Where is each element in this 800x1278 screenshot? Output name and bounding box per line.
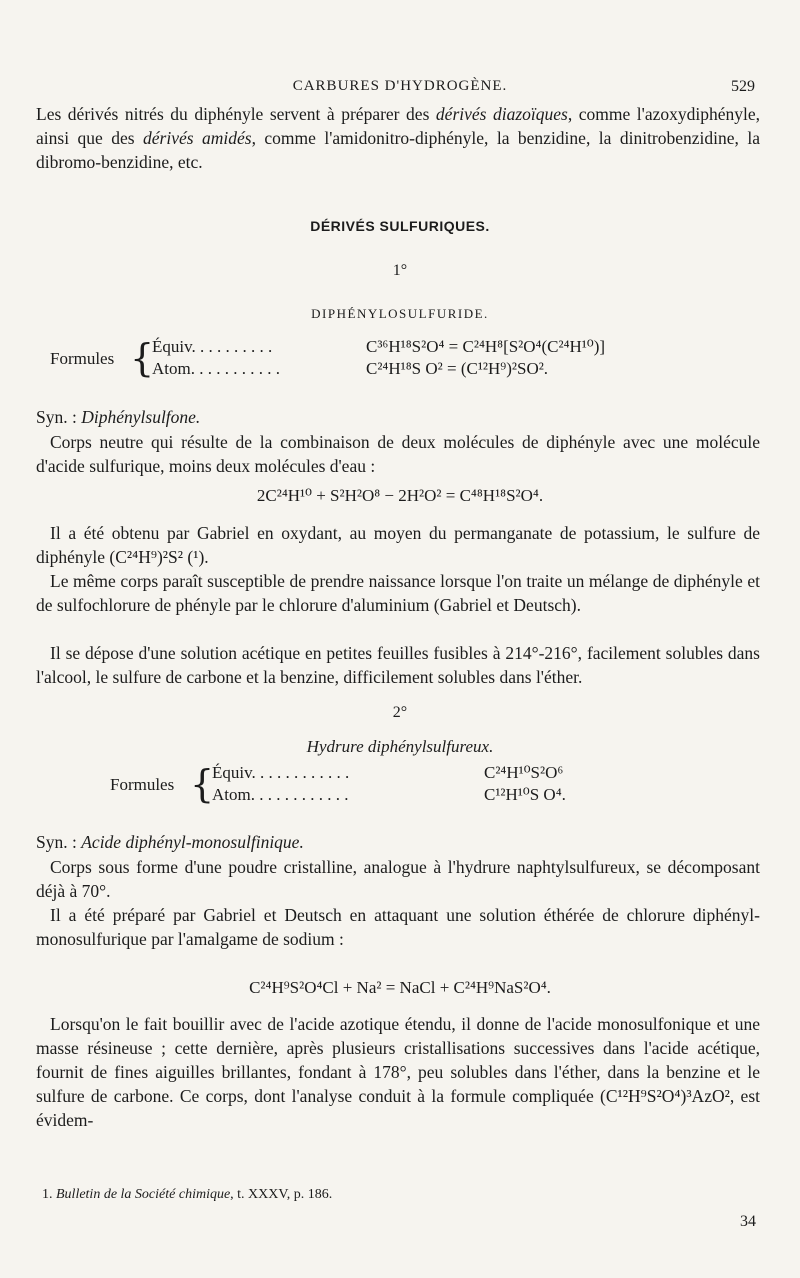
paragraph xyxy=(36,1012,760,1132)
intro-text: , comme l'azoxydiphényle, ainsi que des xyxy=(36,104,760,148)
paragraph-text: Il a été obtenu par Gabriel en oxydant, au moyen du permanganate de potassium, le sulfure de diphényle (C²⁴H⁹)²S² (¹). xyxy=(36,523,760,567)
paragraph-text: Il a été préparé par Gabriel et Deutsch en attaquant une solution éthérée de chlorure diphényl-monosulfurique par l'amalgame de sodium : xyxy=(36,905,760,949)
syn-name: Acide diphényl-monosulfinique. xyxy=(81,832,304,852)
compound-title: DIPHÉNYLOSULFURIDE. xyxy=(311,306,489,321)
section-number: 1° xyxy=(392,262,408,279)
footnote xyxy=(42,1187,332,1203)
paragraph-text: Corps neutre qui résulte de la combinaison de deux molécules de diphényle avec une molécule d'acide sulfurique, moins deux molécules d'eau : xyxy=(36,432,760,476)
paragraph-text: Corps sous forme d'une poudre cristalline, analogue à l'hydrure naphtylsulfureux, se décomposant déjà à 70°. xyxy=(36,857,760,901)
intro-text: , comme l'amidonitro-diphényle, la benzidine, la dinitrobenzidine, la dibromo-benzidine, etc. xyxy=(36,128,760,172)
paragraph-text: Lorsqu'on le fait bouillir avec de l'acide azotique étendu, il donne de l'acide monosulfonique et une masse résineuse ; cette dernière, après plusieurs cristallisations successives dans l'acide acétique, fournit de fines aiguilles brillantes, fondant à 178°, peu solubles dans l'éther, dans la benzine et le sulfure de carbone. Ce corps, dont l'analyse conduit à la formule compliquée (C¹²H⁹S²O⁴)³AzO², est évidem- xyxy=(36,1014,760,1130)
brace-icon: { xyxy=(130,336,155,380)
section-title: DÉRIVÉS SULFURIQUES. xyxy=(310,218,490,234)
page-number: 529 xyxy=(731,78,755,95)
compound-title: Hydrure diphénylsulfureux. xyxy=(306,737,494,756)
footnote-journal: Bulletin de la Société chimique xyxy=(56,1187,231,1202)
formulas-label: Formules xyxy=(50,349,115,368)
running-title: CARBURES D'HYDROGÈNE. xyxy=(292,78,508,94)
paragraph xyxy=(36,569,760,617)
atom-label: Atom. . . . . . . . . . . . xyxy=(212,785,349,804)
synonym-line xyxy=(36,830,760,854)
brace-icon: { xyxy=(190,762,215,806)
formula-table xyxy=(110,762,750,810)
equiv-label: Équiv. . . . . . . . . . . . xyxy=(212,763,350,782)
formulas-label: Formules xyxy=(110,775,175,794)
formula-table xyxy=(50,336,750,384)
atom-label: Atom. . . . . . . . . . . xyxy=(152,359,280,378)
syn-name: Diphénylsulfone. xyxy=(81,407,201,427)
term-amides: dérivés amidés xyxy=(143,128,252,148)
synonym-line xyxy=(36,405,760,429)
paragraph xyxy=(36,641,760,689)
paragraph xyxy=(36,430,760,478)
paragraph xyxy=(36,521,760,569)
equation: 2C²⁴H¹⁰ + S²H²O⁸ − 2H²O² = C⁴⁸H¹⁸S²O⁴. xyxy=(256,486,544,505)
intro-text: Les dérivés nitrés du diphényle servent à préparer des xyxy=(36,104,436,124)
paragraph xyxy=(36,903,760,951)
paragraph xyxy=(36,855,760,903)
section-number: 2° xyxy=(392,704,408,721)
paragraph-text: Le même corps paraît susceptible de prendre naissance lorsque l'on traite un mélange de diphényle et de sulfochlorure de phényle par le chlorure d'aluminium (Gabriel et Deutsch). xyxy=(36,571,760,615)
syn-prefix: Syn. : xyxy=(36,407,82,427)
atom-formula: C¹²H¹⁰S O⁴. xyxy=(484,785,566,804)
equiv-label: Équiv. . . . . . . . . . xyxy=(152,337,273,356)
equiv-formula: C³⁶H¹⁸S²O⁴ = C²⁴H⁸[S²O⁴(C²⁴H¹⁰)] xyxy=(366,337,606,356)
footnote-ref: , t. XXXV, p. 186. xyxy=(230,1187,333,1202)
footnote-number: 1. xyxy=(42,1187,56,1202)
term-diazo: dérivés diazoïques xyxy=(435,104,568,124)
equiv-formula: C²⁴H¹⁰S²O⁶ xyxy=(484,763,564,782)
syn-prefix: Syn. : xyxy=(36,832,82,852)
signature-mark: 34 xyxy=(740,1213,756,1230)
equation: C²⁴H⁹S²O⁴Cl + Na² = NaCl + C²⁴H⁹NaS²O⁴. xyxy=(249,978,551,997)
paragraph-text: Il se dépose d'une solution acétique en petites feuilles fusibles à 214°-216°, facilement solubles dans l'alcool, le sulfure de carbone et la benzine, difficilement solubles dans l'éther. xyxy=(36,643,760,687)
intro-paragraph xyxy=(36,102,760,174)
page-header xyxy=(0,78,800,100)
atom-formula: C²⁴H¹⁸S O² = (C¹²H⁹)²SO². xyxy=(366,359,549,378)
